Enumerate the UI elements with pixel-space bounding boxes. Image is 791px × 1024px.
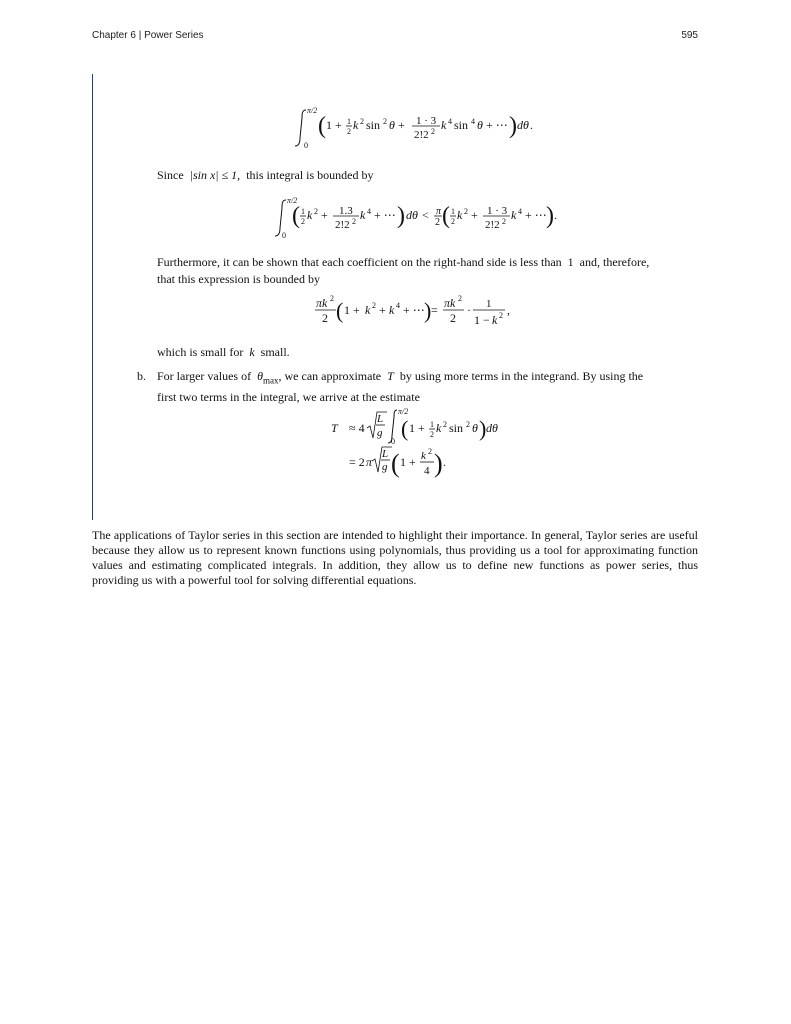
svg-text:= 2: = 2 [349, 455, 365, 469]
svg-text:sin: sin [366, 118, 381, 132]
svg-text:·: · [467, 303, 471, 317]
svg-text:2: 2 [464, 207, 468, 216]
item-b-line-2: first two terms in the integral, we arrive at the estimate [157, 390, 420, 405]
svg-text:g: g [377, 427, 383, 439]
svg-text:2: 2 [352, 217, 356, 226]
svg-text:(: ( [336, 298, 344, 323]
svg-text:2: 2 [458, 294, 462, 303]
svg-text:(: ( [442, 203, 450, 229]
svg-text:k: k [389, 303, 395, 317]
furthermore-line-2: that this expression is bounded by [157, 272, 320, 286]
furthermore-paragraph [157, 254, 677, 288]
svg-text:1: 1 [430, 420, 434, 429]
svg-text:(: ( [318, 113, 326, 139]
svg-text:k: k [441, 118, 447, 132]
svg-text:2: 2 [330, 294, 334, 303]
svg-text:4: 4 [367, 207, 371, 216]
svg-text:k: k [353, 118, 359, 132]
svg-text:4: 4 [448, 117, 452, 126]
svg-text:1 · 3: 1 · 3 [416, 115, 437, 127]
closing-paragraph: The applications of Taylor series in this section are intended to highlight their importance. In general, Taylor series are useful because they allow us to represent known functions using polynomials, thus providing us a tool for approximating function values and estimating complicated integrals. In addition, they allow us to define new functions as power series, thus providing us with a powerful tool for solving differential equations. [92, 528, 698, 587]
svg-text:dθ: dθ [406, 208, 418, 222]
since-line: Since |sin x| ≤ 1, this integral is bounded by [157, 168, 374, 182]
svg-text:+ ⋯: + ⋯ [403, 303, 425, 317]
chapter-header: Chapter 6 | Power Series [92, 30, 204, 41]
svg-text:.: . [530, 118, 533, 132]
svg-text:θ: θ [477, 118, 483, 132]
svg-text:2: 2 [450, 311, 456, 325]
item-b-text [157, 368, 677, 406]
svg-text:+: + [471, 208, 478, 222]
svg-text:2!2: 2!2 [414, 129, 429, 141]
page-number: 595 [681, 30, 698, 41]
svg-text:4: 4 [518, 207, 522, 216]
svg-text:1 −: 1 − [474, 313, 490, 327]
svg-text:π: π [436, 206, 442, 217]
svg-text:k: k [436, 421, 442, 435]
svg-text:2: 2 [347, 127, 351, 136]
small-line: which is small for k small. [157, 345, 290, 359]
svg-text:2!2: 2!2 [335, 219, 350, 231]
svg-text:sin: sin [454, 118, 469, 132]
svg-text:2: 2 [383, 117, 387, 126]
svg-text:L: L [377, 413, 384, 425]
svg-text:+ ⋯: + ⋯ [374, 208, 396, 222]
svg-text:2: 2 [431, 127, 435, 136]
svg-text:1: 1 [347, 117, 351, 126]
svg-text:2: 2 [301, 217, 305, 226]
svg-text:+: + [379, 303, 386, 317]
svg-text:2: 2 [502, 217, 506, 226]
svg-text:2!2: 2!2 [485, 219, 500, 231]
svg-text:π/2: π/2 [307, 106, 318, 115]
svg-text:π: π [366, 455, 373, 469]
svg-text:=: = [431, 303, 438, 317]
svg-text:1 +: 1 + [409, 421, 425, 435]
svg-text:(: ( [391, 449, 400, 478]
svg-text:2: 2 [451, 217, 455, 226]
svg-text:k: k [511, 208, 517, 222]
svg-text:sin: sin [449, 421, 464, 435]
svg-text:2: 2 [466, 420, 470, 429]
svg-text:2: 2 [322, 311, 328, 325]
svg-text:): ) [509, 113, 517, 139]
svg-text:4: 4 [424, 465, 430, 477]
svg-text:dθ: dθ [517, 118, 529, 132]
svg-text:k: k [307, 208, 313, 222]
svg-text:1: 1 [486, 298, 492, 310]
furthermore-line-1: Furthermore, it can be shown that each coefficient on the right-hand side is less than 1 and, therefore, [157, 255, 650, 269]
svg-text:4: 4 [396, 301, 400, 310]
svg-text:L: L [382, 448, 389, 460]
inline-math-sin-bound: |sin x| ≤ 1, [189, 168, 241, 182]
svg-text:π/2: π/2 [398, 407, 409, 416]
svg-text:≈ 4: ≈ 4 [349, 421, 365, 435]
svg-text:+: + [398, 118, 405, 132]
svg-text:(: ( [292, 203, 300, 229]
svg-text:1 +: 1 + [400, 455, 416, 469]
svg-text:1: 1 [451, 207, 455, 216]
svg-text:1 · 3: 1 · 3 [487, 205, 508, 217]
svg-text:2: 2 [314, 207, 318, 216]
svg-text:+ ⋯: + ⋯ [525, 208, 547, 222]
svg-text:): ) [546, 203, 554, 229]
svg-text:+: + [321, 208, 328, 222]
svg-text:θ: θ [472, 421, 478, 435]
svg-text:T: T [331, 421, 338, 435]
svg-text:θ: θ [389, 118, 395, 132]
svg-text:dθ: dθ [486, 421, 498, 435]
svg-text:1.3: 1.3 [339, 205, 353, 217]
equation-2 [270, 194, 570, 242]
svg-text:4: 4 [471, 117, 475, 126]
svg-text:(: ( [401, 416, 409, 441]
svg-text:k: k [457, 208, 463, 222]
svg-text:+ ⋯: + ⋯ [486, 118, 508, 132]
svg-text:k: k [421, 450, 426, 462]
svg-text:2: 2 [499, 311, 503, 320]
svg-text:): ) [397, 203, 405, 229]
svg-text:): ) [424, 298, 432, 323]
equation-3 [310, 290, 520, 330]
svg-text:.: . [554, 208, 557, 222]
svg-text:2: 2 [428, 447, 432, 456]
equation-1 [290, 104, 550, 152]
svg-text:2: 2 [372, 301, 376, 310]
item-b-label: b. [137, 369, 146, 383]
svg-text:0: 0 [282, 231, 286, 240]
example-rule [92, 74, 93, 520]
svg-text:k: k [360, 208, 366, 222]
svg-text:1 +: 1 + [326, 118, 342, 132]
svg-text:0: 0 [304, 141, 308, 150]
svg-text:π/2: π/2 [287, 196, 298, 205]
svg-text:1: 1 [301, 207, 305, 216]
svg-text:2: 2 [430, 430, 434, 439]
item-b-line-1: For larger values of $\theta_{max}$, we can approximate T by using more terms in the integrand. By using the [157, 369, 644, 386]
svg-text:πk: πk [444, 296, 456, 310]
svg-text:2: 2 [443, 420, 447, 429]
svg-text:k: k [492, 313, 498, 327]
svg-text:): ) [434, 449, 443, 478]
svg-text:0: 0 [391, 437, 395, 446]
svg-text:g: g [382, 461, 388, 473]
svg-text:2: 2 [435, 217, 440, 228]
svg-text:πk: πk [316, 296, 328, 310]
svg-text:.: . [443, 455, 446, 469]
svg-text:k: k [365, 303, 371, 317]
svg-text:<: < [422, 208, 429, 222]
svg-text:): ) [479, 416, 487, 441]
svg-text:,: , [507, 303, 510, 317]
svg-text:2: 2 [360, 117, 364, 126]
svg-text:1 +: 1 + [344, 303, 360, 317]
equation-4 [325, 406, 525, 486]
